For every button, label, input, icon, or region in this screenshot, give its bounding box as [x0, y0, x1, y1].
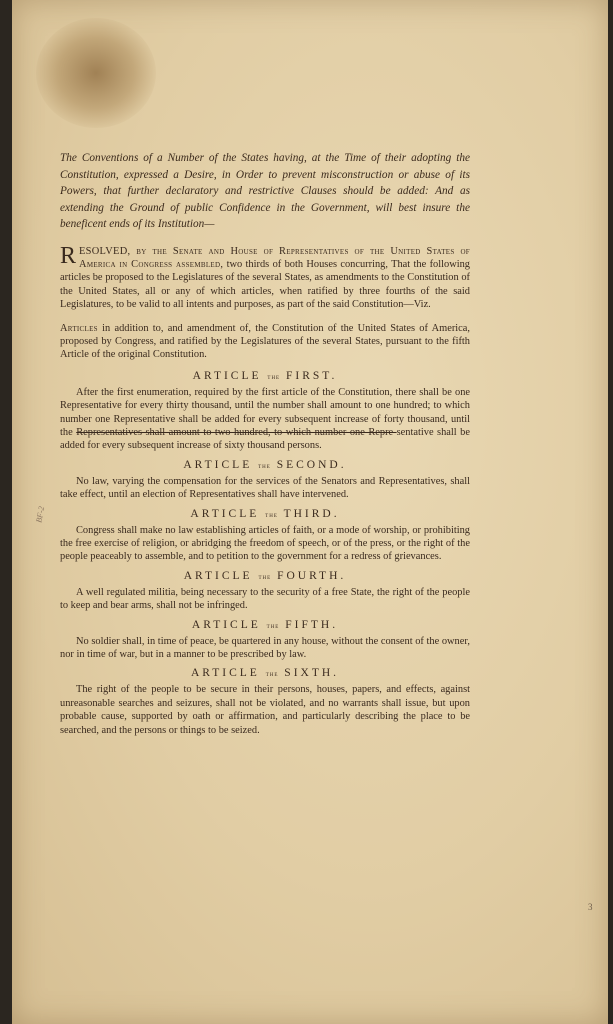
article-body-sixth: The right of the people to be secure in their persons, houses, papers, and effects, against unreasonable searches and seizures, shall not be violated, and no warrants shall issue, but upon probable cause, supported by oath or affirmation, and particularly describing the place to be searched, and the persons or things to be seized.: [60, 684, 470, 736]
page-number: 3: [588, 902, 593, 912]
article-heading-fifth: [60, 619, 470, 631]
article-the: the: [265, 669, 279, 679]
article-word: ARTICLE: [192, 369, 262, 382]
article-word: ARTICLE: [190, 667, 260, 680]
article-body-fifth: No soldier shall, in time of peace, be quartered in any house, without the consent of the owner, nor in time of war, but in a manner to be prescribed by law.: [60, 635, 470, 661]
article-word: ARTICLE: [183, 569, 253, 582]
article-heading-second: [60, 459, 470, 471]
article-the: the: [265, 509, 278, 519]
article-word: ARTICLE: [190, 507, 260, 520]
article-heading-third: [60, 508, 470, 520]
article-heading-fourth: [60, 570, 470, 582]
drop-cap: R: [60, 242, 77, 269]
article-word: ARTICLE: [183, 458, 253, 471]
resolution-lead: ESOLVED, by the Senate and House of Representatives of the United States of America in Congress assembled,: [79, 245, 470, 270]
article-word: ARTICLE: [191, 618, 261, 631]
article-heading-sixth: [60, 667, 470, 679]
article-text-end: sentative shall be added for every subsequent increase of sixty thousand persons.: [60, 426, 470, 452]
struck-text: Representatives shall amount to two hundred, to which number one Repre-: [76, 426, 397, 438]
article-body-third: Congress shall make no law establishing articles of faith, or a mode of worship, or prohibiting the free exercise of religion, or abridging the freedom of speech, or of the press, or the right of the people peaceably to assemble, and to petition to the government for a redress of grievances.: [60, 524, 470, 563]
article-the: the: [258, 571, 272, 581]
resolution-text: two thirds of both Houses concurring, That the following articles be proposed to the Legislatures of the several States, as amendments to the Constitution of the United States, all or any of which articles, when ratified by three fourths of the said Legislatures, to be valid to all intents and purposes, as part of the said Constitution—Viz.: [60, 258, 470, 311]
article-the: the: [258, 460, 271, 470]
articles-intro-lead: Articles: [60, 322, 98, 334]
article-body-first: [60, 386, 470, 453]
article-the: the: [266, 620, 280, 630]
article-ordinal: FIRST.: [286, 369, 338, 382]
article-ordinal: FIFTH.: [285, 618, 339, 631]
article-ordinal: SECOND.: [276, 458, 347, 471]
article-ordinal: FOURTH.: [277, 569, 347, 582]
article-ordinal: SIXTH.: [284, 667, 340, 680]
water-stain: [36, 18, 156, 128]
article-ordinal: THIRD.: [283, 507, 340, 520]
article-heading-first: [60, 370, 470, 382]
article-body-second: No law, varying the compensation for the services of the Senators and Representatives, shall take effect, until an election of Representatives shall have intervened.: [60, 475, 470, 501]
article-body-fourth: A well regulated militia, being necessary to the security of a free State, the right of the people to keep and bear arms, shall not be infringed.: [60, 586, 470, 612]
articles-intro: [60, 322, 470, 362]
parchment-page: [12, 0, 608, 1024]
resolution-paragraph: [60, 242, 470, 312]
preamble: The Conventions of a Number of the States having, at the Time of their adopting the Constitution, expressed a Desire, in Order to prevent misconstruction or abuse of its Powers, that further declaratory and restrictive Clauses should be added: And as extending the Ground of public Confidence in the Government, will best insure the beneficent ends of its Institution—: [60, 152, 470, 230]
article-the: the: [267, 371, 281, 381]
margin-note: BF-2: [34, 505, 47, 524]
article-text: After the first enumeration, required by the first article of the Constitution, there shall be one Representative for every thirty thousand, until the number shall amount to one hundred; to which number one Representative shall be added for every subsequent increase of forty thousand, until the: [60, 386, 470, 438]
document-body: [60, 150, 470, 741]
articles-intro-text: in addition to, and amendment of, the Constitution of the United States of America, proposed by Congress, and ratified by the Legislatures of the several States, pursuant to the fifth Article of the original Constitution.: [60, 322, 470, 361]
